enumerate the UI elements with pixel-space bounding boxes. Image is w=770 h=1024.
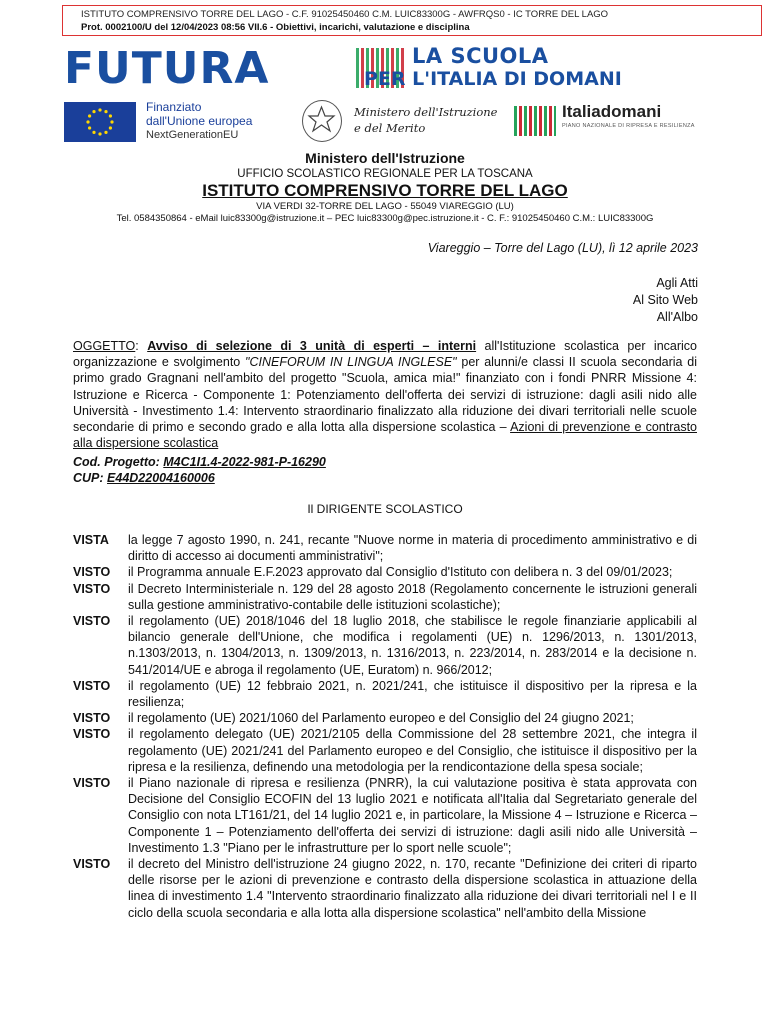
republic-emblem-icon (302, 100, 342, 142)
scuola-line-1: LA SCUOLA (412, 44, 549, 68)
oggetto-azioni-link[interactable]: Azioni di prevenzione e contrasto alla dispersione scolastica (73, 420, 697, 451)
italiadomani-logo: Italiadomani (562, 102, 662, 121)
ministero-logo-line-1: Ministero dell'Istruzione (354, 105, 498, 119)
oggetto-title: Avviso di selezione di 3 unità di esperti – interni (147, 339, 477, 353)
vista-item: VISTA la legge 7 agosto 1990, n. 241, recante "Nuove norme in materia di procedimento amministrativo e di diritto di accesso ai documenti amministrativi"; (73, 533, 697, 564)
recipient-atti: Agli Atti (656, 276, 698, 290)
scuola-line-2: PER L'ITALIA DI DOMANI (364, 68, 622, 90)
eu-line-3: NextGenerationEU (146, 129, 239, 141)
recipient-albo: All'Albo (656, 310, 698, 324)
oggetto-text-1: all'Istituzione scolastica per incarico organizzazione e svolgimento (73, 339, 697, 370)
vista-item: VISTO il Piano nazionale di ripresa e resilienza (PNRR), la cui valutazione positiva è stata approvata con Decisione del Consiglio ECOFIN del 13 luglio 2021 e notificata all'Italia dal Segretariato generale del Consiglio con nota LT161/21, del 14 luglio 2021 e, in particolare, la Missione 4 – Istruzione e Ricerca – Componente 1 – Potenziamento dell'offerta dei servizi di istruzione: dagli asili nido alle Università – Investimento 1.3 "Piano per le infrastrutture per lo sport nelle scuole"; (73, 776, 697, 855)
vista-item: VISTO il regolamento delegato (UE) 2021/2105 della Commissione del 28 settembre 2021, che integra il regolamento (UE) 2021/241 del Parlamento europeo e del Consiglio, che istituisce il dispositivo per la ripresa e la resilienza, definendo una metodologia per la rendicontazione della spesa sociale; (73, 727, 697, 774)
vista-item: VISTO il Decreto Interministeriale n. 129 del 28 agosto 2018 (Regolamento concernente le istruzioni generali sulla gestione amministrativo-contabile delle istituzioni scolastiche); (73, 581, 697, 612)
ministero-logo-line-2: e del Merito (354, 121, 426, 135)
vista-list (73, 532, 697, 921)
oggetto-text-2: per alunni/e classi II scuola secondaria di primo grado Gragnani nell'ambito del progetto "Scuola, amica mia!" finanziato con i fondi PNRR Missione 4: Istruzione e Ricerca - Componente 1: Potenziamento dell'offerta dei servizi di istruzione: dagli asili nido alle Università - Investimento 1.4: Intervento straordinario finalizzato alla riduzione dei divari territoriali nelle scuole secondarie di primo e secondo grado e alla lotta alla dispersione scolastica – (73, 355, 697, 435)
funding-logos (64, 100, 704, 144)
istituto-heading: ISTITUTO COMPRENSIVO TORRE DEL LAGO (202, 181, 568, 200)
stamp-line-2: Prot. 0002100/U del 12/04/2023 08:56 VII.6 - Obiettivi, incarichi, valutazione e disciplina (81, 22, 470, 33)
vista-item: VISTO il regolamento (UE) 2018/1046 del 18 luglio 2018, che stabilisce le regole finanziarie applicabili al bilancio generale dell'Unione, che modifica i regolamenti (UE) n. 1296/2013, n. 1301/2013, n.1303/2013, n. 1304/2013, n. 1309/2013, n. 1316/2013, n. 223/2014, n. 283/2014 e la decisione n. 541/2014/UE e abroga il regolamento (UE, Euratom) n. 966/2012; (73, 614, 697, 677)
italiadomani-subtitle: PIANO NAZIONALE DI RIPRESA E RESILIENZA (562, 123, 695, 129)
recipient-sito: Al Sito Web (632, 293, 698, 307)
project-codes (73, 454, 697, 486)
eu-line-2: dall'Unione europea (146, 114, 253, 128)
vista-item: VISTO il Programma annuale E.F.2023 approvato dal Consiglio d'Istituto con delibera n. 3 del 09/01/2023; (73, 565, 673, 580)
scuola-logo (356, 46, 704, 90)
futura-logo: FUTURA (64, 43, 270, 94)
ministero-merito-logo (354, 104, 497, 136)
eu-funding-text (146, 100, 252, 142)
futura-banner (64, 43, 704, 94)
ministero-heading: Ministero dell'Istruzione (305, 150, 465, 166)
cod-progetto: Cod. Progetto: M4C1I1.4-2022-981-P-16290 (73, 455, 326, 469)
cup-code: CUP: E44D22004160006 (73, 471, 215, 485)
protocol-stamp (62, 5, 762, 36)
ufficio-heading: UFFICIO SCOLASTICO REGIONALE PER LA TOSCANA (237, 168, 533, 180)
oggetto-quote: "CINEFORUM IN LINGUA INGLESE" (245, 355, 457, 370)
vista-item: VISTO il decreto del Ministro dell'istruzione 24 giugno 2022, n. 170, recante "Definizione dei criteri di riparto delle risorse per le azioni di prevenzione e contrasto della dispersione scolastica in attuazione della linea di investimento 1.4 "Intervento straordinario finalizzato alla riduzione dei divari territoriali nel I e II ciclo della scuola secondaria e alla lotta alla dispersione scolastica" nell'ambito della Missione (73, 857, 697, 920)
cod-progetto-value: M4C1I1.4-2022-981-P-16290 (163, 455, 326, 469)
istituto-address: VIA VERDI 32-TORRE DEL LAGO - 55049 VIAREGGIO (LU) (256, 201, 514, 212)
cup-value: E44D22004160006 (107, 471, 215, 485)
recipients (633, 275, 698, 326)
vista-item: VISTO il regolamento (UE) 12 febbraio 2021, n. 2021/241, che istituisce il dispositivo per la ripresa e la resilienza; (73, 678, 697, 710)
eu-line-1: Finanziato (146, 100, 202, 114)
oggetto-paragraph: OGGETTO: Avviso di selezione di 3 unità di esperti – interni all'Istituzione scolastica per incarico organizzazione e svolgimento "CINEFORUM IN LINGUA INGLESE" per alunni/e classi II scuola secondaria di primo grado Gragnani nell'ambito del progetto "Scuola, amica mia!" finanziato con i fondi PNRR Missione 4: Istruzione e Ricerca - Componente 1: Potenziamento dell'offerta dei servizi di istruzione: dagli asili nido alle Università - Investimento 1.4: Intervento straordinario finalizzato alla riduzione dei divari territoriali nelle scuole secondarie di primo e secondo grado e alla lotta alla dispersione scolastica – Azioni di prevenzione e contrasto alla dispersione scolastica (73, 339, 697, 451)
istituto-contacts: Tel. 0584350864 - eMail luic83300g@istruzione.it – PEC luic83300g@pec.istruzione.it - C. F.: 91025450460 C.M.: LUIC83300G (116, 213, 654, 224)
dirigente-heading: Il DIRIGENTE SCOLASTICO (307, 502, 463, 516)
oggetto-label: OGGETTO (73, 339, 136, 353)
stamp-line-1: ISTITUTO COMPRENSIVO TORRE DEL LAGO - C.F. 91025450460 C.M. LUIC83300G - AWFRQS0 - IC TORRE DEL LAGO (81, 9, 609, 20)
eu-flag-icon (64, 102, 136, 142)
vista-item: VISTO il regolamento (UE) 2021/1060 del Parlamento europeo e del Consiglio del 24 giugno 2021; (73, 711, 634, 726)
italiadomani-icon (514, 106, 556, 136)
document-date: Viareggio – Torre del Lago (LU), lì 12 aprile 2023 (427, 241, 698, 255)
